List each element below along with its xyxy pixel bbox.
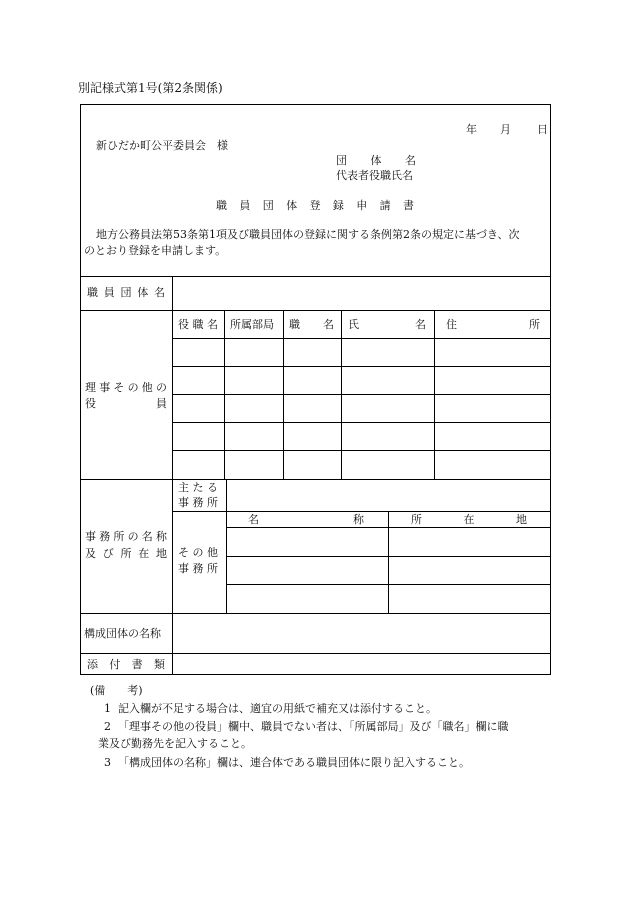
label-column-divider bbox=[172, 276, 173, 674]
row-line bbox=[80, 653, 550, 654]
officers-grid-line bbox=[172, 338, 550, 339]
row-line bbox=[80, 276, 550, 277]
note-3-text: 「構成団体の名称」欄は、連合体である職員団体に限り記入すること。 bbox=[118, 756, 470, 769]
note-1-text: 記入欄が不足する場合は、適宜の用紙で補充又は添付すること。 bbox=[118, 702, 437, 715]
note-3-number: 3 bbox=[104, 756, 111, 769]
applicant-rep-label: 代表者役職氏名 bbox=[336, 169, 413, 182]
offices-header-location: 所 在 地 bbox=[411, 513, 527, 526]
officers-header-job: 職 名 bbox=[289, 318, 334, 331]
box-top-border bbox=[80, 104, 550, 105]
officers-label-line2: 役 員 bbox=[85, 397, 167, 410]
offices-header-name: 名 称 bbox=[248, 513, 364, 526]
offices-label-line2: 及 び 所 在 地 bbox=[85, 547, 167, 560]
other-office-label-line1: そ の 他 bbox=[178, 546, 218, 559]
attachments-label: 添 付 書 類 bbox=[87, 658, 165, 671]
member-orgs-label: 構成団体の名称 bbox=[84, 627, 161, 640]
offices-grid-line bbox=[172, 511, 226, 512]
row-line bbox=[80, 613, 550, 614]
form-number: 別記様式第1号(第2条関係) bbox=[78, 81, 223, 95]
officers-grid-line bbox=[434, 310, 435, 479]
row-line bbox=[80, 479, 550, 480]
row-line bbox=[80, 310, 550, 311]
officers-header-address: 住 所 bbox=[446, 318, 540, 331]
offices-label-line1: 事 務 所 の 名 称 bbox=[85, 530, 167, 543]
notes-heading: (備 考) bbox=[90, 684, 143, 697]
officers-header-department: 所属部局 bbox=[230, 318, 274, 331]
union-name-value[interactable] bbox=[174, 278, 548, 308]
date-day: 日 bbox=[537, 123, 548, 136]
attachments-value[interactable] bbox=[174, 655, 548, 673]
date-year: 年 bbox=[466, 123, 477, 136]
union-name-label: 職 員 団 体 名 bbox=[87, 286, 165, 299]
body-line-1: 地方公務員法第53条第1項及び職員団体の登録に関する条例第2条の規定に基づき、次 bbox=[96, 228, 520, 241]
main-office-label-line1: 主 た る bbox=[178, 481, 218, 494]
main-office-label-line2: 事 務 所 bbox=[178, 496, 218, 509]
other-office-label-line2: 事 務 所 bbox=[178, 562, 218, 575]
officers-grid-line bbox=[172, 366, 550, 367]
box-right-border bbox=[550, 104, 551, 675]
officers-grid-line bbox=[172, 394, 550, 395]
officers-header-title: 役 職 名 bbox=[178, 318, 218, 331]
officers-header-name: 氏 名 bbox=[348, 318, 426, 331]
officers-grid-line bbox=[172, 422, 550, 423]
officers-grid-line bbox=[341, 310, 342, 479]
officers-grid-line bbox=[283, 310, 284, 479]
body-line-2: のとおり登録を申請します。 bbox=[84, 244, 227, 257]
applicant-org-label: 団 体 名 bbox=[336, 154, 416, 167]
note-2-continuation: 業及び勤務先を記入すること。 bbox=[98, 737, 252, 750]
note-2-number: 2 bbox=[104, 720, 111, 733]
note-2-text: 「理事その他の役員」欄中、職員でない者は、「所属部局」及び「職名」欄に職 bbox=[118, 720, 509, 733]
box-bottom-border bbox=[80, 674, 550, 675]
offices-grid-line bbox=[388, 511, 389, 613]
officers-label-line1: 理 事 そ の 他 の bbox=[85, 381, 167, 394]
officers-grid-line bbox=[224, 310, 225, 479]
member-orgs-value[interactable] bbox=[174, 615, 548, 652]
box-left-border bbox=[80, 104, 81, 675]
form-title: 職 員 団 体 登 録 申 請 書 bbox=[216, 199, 414, 212]
date-month: 月 bbox=[500, 123, 511, 136]
offices-grid-line bbox=[226, 479, 227, 613]
addressee: 新ひだか町公平委員会 様 bbox=[96, 139, 228, 152]
note-1-number: 1 bbox=[104, 702, 111, 715]
officers-grid-line bbox=[172, 450, 550, 451]
